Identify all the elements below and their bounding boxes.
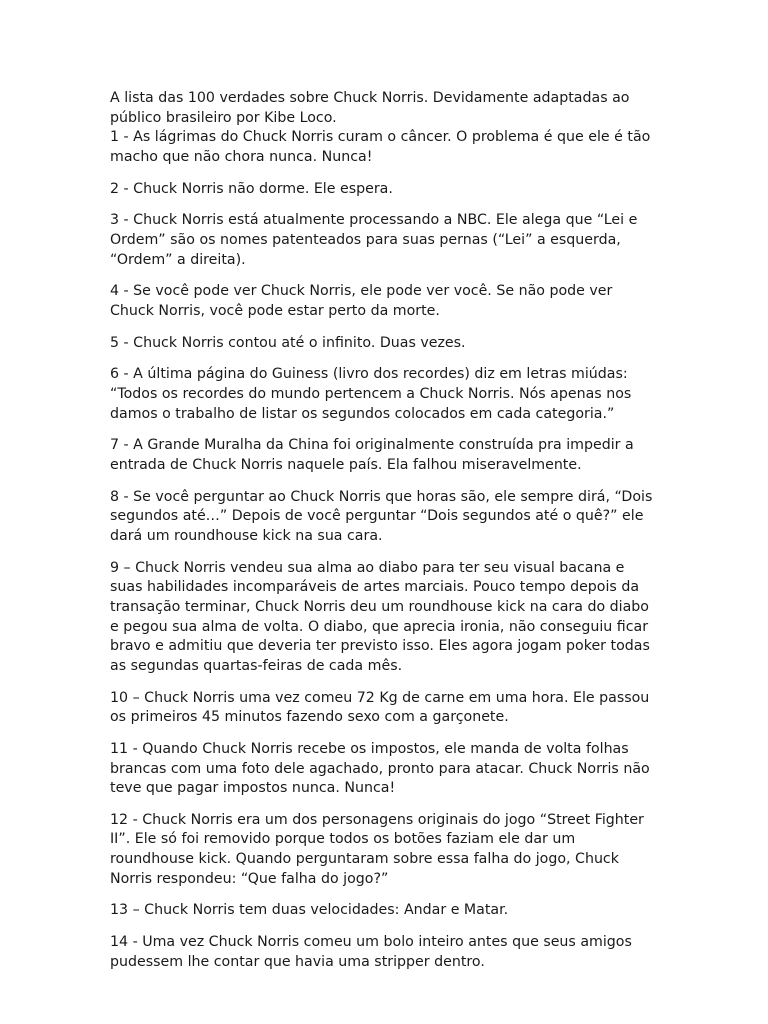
fact-paragraph <box>110 901 670 921</box>
fact-line: teve que pagar impostos nunca. Nunca! <box>110 780 396 797</box>
fact-paragraph <box>110 740 670 799</box>
fact-paragraph <box>110 933 670 972</box>
fact-line: II”. Ele só foi removido porque todos os botões faziam ele dar um <box>110 831 576 848</box>
fact-line: 9 – Chuck Norris vendeu sua alma ao diabo para ter seu visual bacana e <box>110 559 625 576</box>
fact-line: 11 - Quando Chuck Norris recebe os impostos, ele manda de volta folhas <box>110 740 629 757</box>
fact-line: 4 - Se você pode ver Chuck Norris, ele pode ver você. Se não pode ver <box>110 283 613 300</box>
fact-line: segundos até…” Depois de você perguntar “Dois segundos até o quê?” ele <box>110 508 644 525</box>
fact-line: “Ordem” a direita). <box>110 251 246 268</box>
fact-paragraph <box>110 180 670 200</box>
fact-line: “Todos os recordes do mundo pertencem a Chuck Norris. Nós apenas nos <box>110 386 632 403</box>
fact-paragraph <box>110 334 670 354</box>
fact-line: os primeiros 45 minutos fazendo sexo com a garçonete. <box>110 709 509 726</box>
fact-line: e pegou sua alma de volta. O diabo, que aprecia ironia, não conseguiu ficar <box>110 618 649 635</box>
fact-paragraph <box>110 689 670 728</box>
fact-line: Norris respondeu: “Que falha do jogo?” <box>110 870 389 887</box>
fact-line: damos o trabalho de listar os segundos colocados em cada categoria.” <box>110 405 615 422</box>
fact-paragraph <box>110 436 670 475</box>
fact-line: roundhouse kick. Quando perguntaram sobre essa falha do jogo, Chuck <box>110 851 619 868</box>
fact-line: pudessem lhe contar que havia uma stripper dentro. <box>110 953 485 970</box>
document-intro <box>110 89 670 128</box>
fact-line: Chuck Norris, você pode estar perto da morte. <box>110 302 440 319</box>
fact-line: 12 - Chuck Norris era um dos personagens originais do jogo “Street Fighter <box>110 811 644 828</box>
fact-paragraph <box>110 211 670 270</box>
fact-line: entrada de Chuck Norris naquele país. Ela falhou miseravelmente. <box>110 457 582 474</box>
fact-line: 6 - A última página do Guiness (livro dos recordes) diz em letras miúdas: <box>110 366 628 383</box>
intro-line: A lista das 100 verdades sobre Chuck Norris. Devidamente adaptadas ao <box>110 90 630 106</box>
intro-line: público brasileiro por Kibe Loco. <box>110 109 337 126</box>
fact-paragraph <box>110 128 670 167</box>
fact-line: bravo e admitiu que deveria ter previsto isso. Eles agora jogam poker todas <box>110 638 650 655</box>
fact-line: brancas com uma foto dele agachado, pronto para atacar. Chuck Norris não <box>110 760 650 777</box>
fact-line: as segundas quartas-feiras de cada mês. <box>110 657 403 674</box>
fact-line: dará um roundhouse kick na sua cara. <box>110 528 383 544</box>
fact-line: transação terminar, Chuck Norris deu um roundhouse kick na cara do diabo <box>110 598 649 615</box>
fact-line: 8 - Se você perguntar ao Chuck Norris que horas são, ele sempre dirá, “Dois <box>110 488 653 505</box>
fact-line: 2 - Chuck Norris não dorme. Ele espera. <box>110 180 393 197</box>
fact-line: suas habilidades incomparáveis de artes marciais. Pouco tempo depois da <box>110 579 640 596</box>
fact-line: 14 - Uma vez Chuck Norris comeu um bolo inteiro antes que seus amigos <box>110 934 632 951</box>
fact-line: 13 – Chuck Norris tem duas velocidades: Andar e Matar. <box>110 902 509 919</box>
fact-line: macho que não chora nunca. Nunca! <box>110 148 373 165</box>
fact-paragraph <box>110 811 670 889</box>
facts-list <box>110 128 670 972</box>
document-body <box>110 89 670 985</box>
fact-line: 1 - As lágrimas do Chuck Norris curam o câncer. O problema é que ele é tão <box>110 129 651 146</box>
fact-paragraph <box>110 282 670 321</box>
fact-line: 7 - A Grande Muralha da China foi originalmente construída pra impedir a <box>110 437 634 454</box>
fact-line: 3 - Chuck Norris está atualmente processando a NBC. Ele alega que “Lei e <box>110 212 638 229</box>
fact-line: 5 - Chuck Norris contou até o infinito. Duas vezes. <box>110 334 466 351</box>
fact-paragraph <box>110 365 670 424</box>
fact-paragraph <box>110 559 670 677</box>
fact-line: Ordem” são os nomes patenteados para suas pernas (“Lei” a esquerda, <box>110 231 621 248</box>
fact-paragraph <box>110 488 670 547</box>
fact-line: 10 – Chuck Norris uma vez comeu 72 Kg de carne em uma hora. Ele passou <box>110 689 650 706</box>
